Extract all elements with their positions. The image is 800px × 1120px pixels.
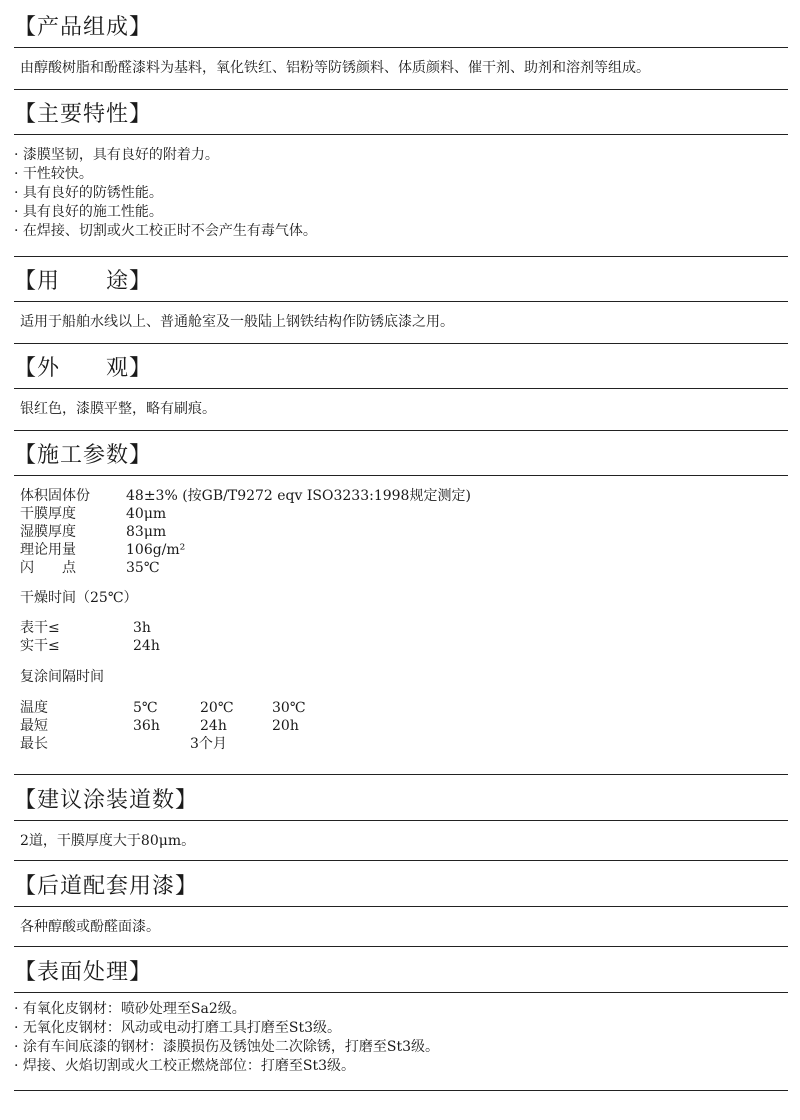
recoat-label: 最短 <box>20 718 48 734</box>
recoat-temp: 5℃ <box>133 700 158 716</box>
divider <box>14 343 788 344</box>
recoat-label: 温度 <box>20 700 48 716</box>
section-heading: 【建议涂装道数】 <box>14 788 199 813</box>
composition-text: 由醇酸树脂和酚醛漆料为基料，氧化铁红、铝粉等防锈颜料、体质颜料、催干剂、助剂和溶剂等组成。 <box>20 60 650 76</box>
usage-text: 适用于船舶水线以上、普通舱室及一般陆上钢铁结构作防锈底漆之用。 <box>20 314 454 330</box>
divider <box>14 301 788 302</box>
spec-value: 48±3% (按GB/T9272 eqv ISO3233:1998规定测定) <box>126 488 471 504</box>
divider <box>14 134 788 135</box>
divider <box>14 89 788 90</box>
drying-label: 表干≤ <box>20 620 60 636</box>
list-item: · 无氧化皮钢材：风动或电动打磨工具打磨至St3级。 <box>14 1020 342 1036</box>
spec-label: 闪 点 <box>20 560 76 576</box>
spec-value: 35℃ <box>126 560 160 576</box>
list-item: · 具有良好的施工性能。 <box>14 204 163 220</box>
divider <box>14 47 788 48</box>
divider <box>14 860 788 861</box>
divider <box>14 388 788 389</box>
recoat-min-value: 20h <box>272 718 299 734</box>
section-heading: 【外 观】 <box>14 356 153 381</box>
topcoat-text: 各种醇酸或酚醛面漆。 <box>20 919 160 935</box>
spec-label: 理论用量 <box>20 542 76 558</box>
divider <box>14 430 788 431</box>
recoat-title: 复涂间隔时间 <box>20 669 104 685</box>
divider <box>14 774 788 775</box>
list-item: · 在焊接、切割或火工校正时不会产生有毒气体。 <box>14 223 317 239</box>
section-heading: 【用 途】 <box>14 269 153 294</box>
spec-label: 湿膜厚度 <box>20 524 76 540</box>
spec-value: 40μm <box>126 506 167 522</box>
appearance-text: 银红色，漆膜平整，略有刷痕。 <box>20 401 216 417</box>
drying-title: 干燥时间（25℃） <box>20 590 138 606</box>
spec-value: 106g/m² <box>126 542 186 558</box>
spec-label: 体积固体份 <box>20 488 90 504</box>
list-item: · 干性较快。 <box>14 166 93 182</box>
divider <box>14 946 788 947</box>
spec-value: 83μm <box>126 524 167 540</box>
divider <box>14 906 788 907</box>
drying-value: 3h <box>133 620 151 636</box>
recoat-temp: 30℃ <box>272 700 306 716</box>
drying-label: 实干≤ <box>20 638 60 654</box>
list-item: · 涂有车间底漆的钢材：漆膜损伤及锈蚀处二次除锈，打磨至St3级。 <box>14 1039 440 1055</box>
list-item: · 具有良好的防锈性能。 <box>14 185 163 201</box>
recoat-min-value: 36h <box>133 718 160 734</box>
list-item: · 有氧化皮钢材：喷砂处理至Sa2级。 <box>14 1001 246 1017</box>
recoat-max-value: 3个月 <box>190 736 227 752</box>
spec-label: 干膜厚度 <box>20 506 76 522</box>
divider <box>14 820 788 821</box>
list-item: · 焊接、火焰切割或火工校正燃烧部位：打磨至St3级。 <box>14 1058 356 1074</box>
recoat-temp: 20℃ <box>200 700 234 716</box>
divider <box>14 1090 788 1091</box>
divider <box>14 992 788 993</box>
recoat-min-value: 24h <box>200 718 227 734</box>
list-item: · 漆膜坚韧，具有良好的附着力。 <box>14 147 219 163</box>
section-heading: 【表面处理】 <box>14 960 153 985</box>
section-heading: 【产品组成】 <box>14 15 153 40</box>
recoat-label: 最长 <box>20 736 48 752</box>
section-heading: 【主要特性】 <box>14 102 153 127</box>
drying-value: 24h <box>133 638 160 654</box>
section-heading: 【后道配套用漆】 <box>14 874 199 899</box>
coats-text: 2道，干膜厚度大于80μm。 <box>20 833 196 849</box>
section-heading: 【施工参数】 <box>14 443 153 468</box>
divider <box>14 256 788 257</box>
divider <box>14 475 788 476</box>
